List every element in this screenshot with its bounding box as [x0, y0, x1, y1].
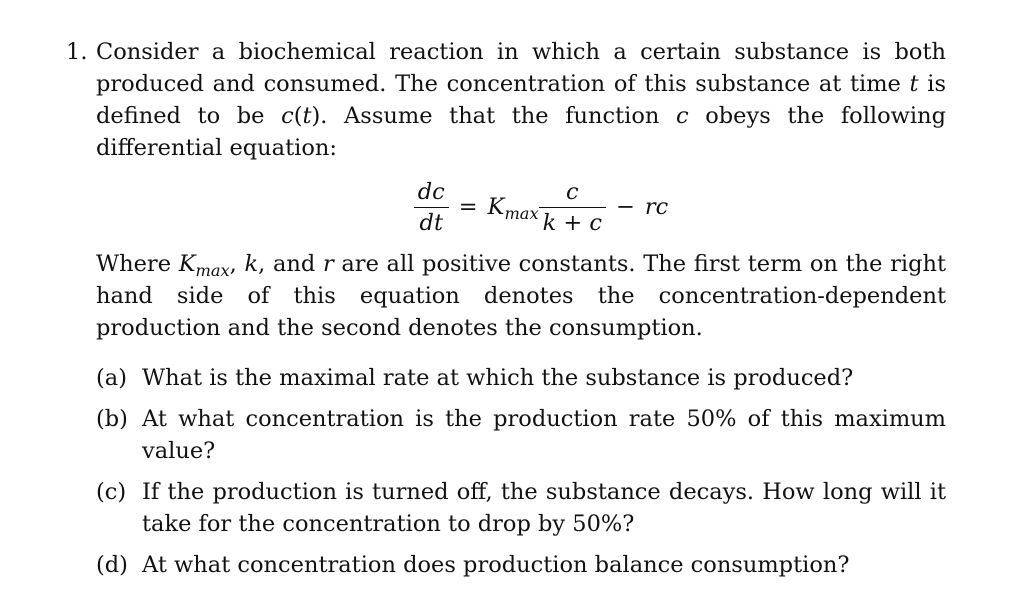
part-text: What is the maximal rate at which the substance is produced? — [142, 365, 854, 391]
lhs-fraction — [414, 179, 449, 236]
problem-number: 1. — [66, 39, 88, 65]
consumption-term: rc — [644, 194, 669, 220]
var-r: r — [322, 251, 334, 277]
explanation-text-1: Where — [96, 251, 179, 277]
part-label: (b) — [96, 406, 128, 432]
explanation-text-2: , — [229, 251, 245, 277]
part-d — [96, 549, 946, 581]
var-t-arg: t — [302, 103, 312, 129]
part-b — [96, 403, 946, 467]
intro-text-4: obeys the following differential equation: — [96, 103, 946, 161]
intro-text-3: . Assume that the function — [320, 103, 677, 129]
explanation-text-4: are all positive constants. The first term on the right hand side of this equation denotes the concentration-dependent production and the second denotes the consumption. — [96, 251, 947, 341]
part-text: If the production is turned off, the substance decays. How long will it take for the concentration to drop by 50%? — [142, 479, 946, 537]
part-text: At what concentration does production balance consumption? — [142, 552, 850, 578]
problem-parts — [96, 362, 946, 581]
rhs-fraction-bar — [539, 207, 606, 208]
part-label: (a) — [96, 365, 127, 391]
lhs-fraction-bar — [414, 207, 449, 208]
var-c-function: c — [676, 103, 689, 129]
rhs-fraction — [539, 179, 606, 236]
lhs-numerator: dc — [417, 178, 445, 205]
var-k: k — [244, 251, 259, 277]
rhs-denominator: k + c — [542, 209, 602, 236]
part-a — [96, 362, 946, 394]
part-label: (d) — [96, 552, 128, 578]
problem-1 — [66, 36, 946, 590]
part-label: (c) — [96, 479, 127, 505]
part-c — [96, 476, 946, 540]
var-t: t — [909, 71, 919, 97]
var-c: c — [281, 103, 294, 129]
explanation-text-3: , and — [258, 251, 323, 277]
problem-explanation — [96, 248, 946, 344]
k-max — [488, 191, 539, 223]
problem-intro — [96, 36, 946, 164]
equals-sign: = — [458, 194, 478, 220]
problem-body — [96, 36, 946, 581]
k-max-inline-subscript: max — [195, 260, 230, 280]
lhs-denominator: dt — [419, 209, 443, 236]
k-max-inline — [178, 251, 230, 280]
minus-sign: − — [616, 194, 635, 220]
k-max-symbol: K — [487, 194, 505, 220]
differential-equation — [96, 176, 946, 238]
paren-close: ) — [311, 103, 321, 129]
intro-text-2: is defined to be — [96, 71, 946, 129]
rhs-numerator: c — [565, 178, 579, 205]
paren-open: ( — [293, 103, 303, 129]
part-text: At what concentration is the production rate 50% of this maximum value? — [142, 406, 946, 464]
intro-text-1: Consider a biochemical reaction in which a certain substance is both produced and consumed. The concentration of this substance at time — [96, 39, 946, 97]
k-max-inline-symbol: K — [178, 251, 196, 277]
k-max-subscript: max — [504, 203, 539, 223]
